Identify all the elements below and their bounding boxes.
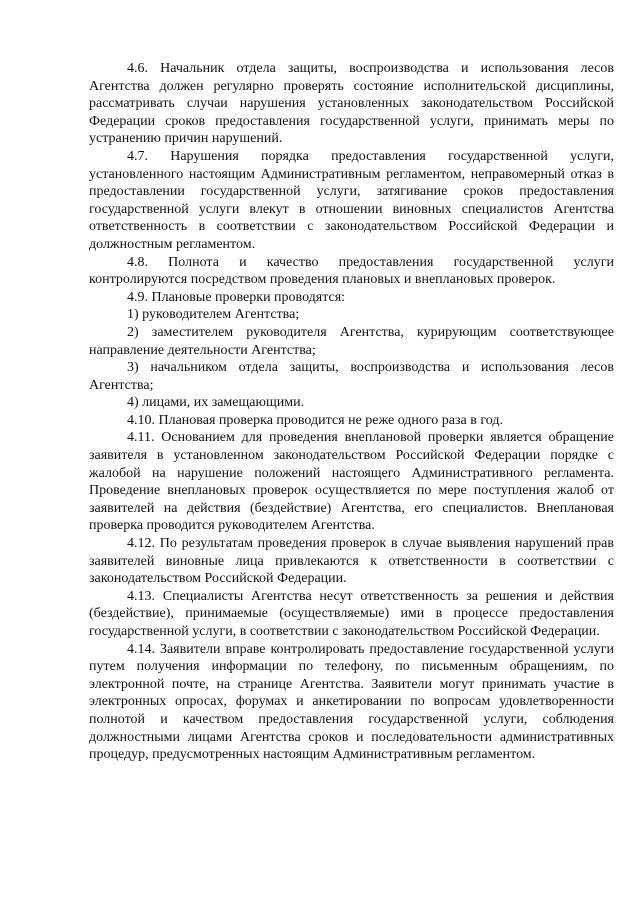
list-item-2: 2) заместителем руководителя Агентства, курирующим соответствующее направление деятельности Агентства; [89,324,614,358]
paragraph-4-7: 4.7. Нарушения порядка предоставления государственной услуги, установленного настоящим Административным регламентом, неправомерный отказ в предоставлении государственной услуги, затягивание сроков предоставления государственной услуги влекут в отношении виновных специалистов Агентства ответственность в соответствии с законодательством Российской Федерации и должностным регламентом. [89,148,614,252]
paragraph-4-6: 4.6. Начальник отдела защиты, воспроизводства и использования лесов Агентства должен регулярно проверять состояние исполнительской дисциплины, рассматривать случаи нарушения установленных законодательством Российской Федерации сроков предоставления государственной услуги, принимать меры по устранению причин нарушений. [89,61,614,147]
list-item-3: 3) начальником отдела защиты, воспроизводства и использования лесов Агентства; [89,360,614,393]
paragraph-4-13: 4.13. Специалисты Агентства несут ответственность за решения и действия (бездействие), принимаемые (осуществляемые) ими в процессе предоставления государственной услуги, в соответствии с законодательством Российской Федерации. [89,588,614,639]
document-page [89,60,614,764]
list-item-4: 4) лицами, их замещающими. [127,395,305,411]
list-item-1: 1) руководителем Агентства; [127,307,300,323]
paragraph-4-12: 4.12. По результатам проведения проверок в случае выявления нарушений прав заявителей виновные лица привлекаются к ответственности в соответствии с законодательством Российской Федерации. [89,536,614,587]
paragraph-4-14: 4.14. Заявители вправе контролировать предоставление государственной услуги путем получения информации по телефону, по письменным обращениям, по электронной почте, на странице Агентства. Заявители могут принимать участие в электронных опросах, форумах и анкетировании по вопросам удовлетворенности полнотой и качеством предоставления государственной услуги, соблюдения должностными лицами Агентства сроков и последовательности административных процедур, предусмотренных настоящим Административным регламентом. [89,641,614,763]
paragraph-4-8: 4.8. Полнота и качество предоставления государственной услуги контролируются посредством проведения плановых и внеплановых проверок. [89,254,614,288]
paragraph-4-10: 4.10. Плановая проверка проводится не реже одного раза в год. [127,412,503,428]
paragraph-4-11: 4.11. Основанием для проведения внеплановой проверки является обращение заявителя в установленном законодательством Российской Федерации порядке с жалобой на нарушение положений настоящего Административного регламента. Проведение внеплановых проверок осуществляется по мере поступления жалоб от заявителей на действия (бездействие) Агентства, его специалистов. Внеплановая проверка проводится руководителем Агентства. [89,430,614,534]
paragraph-4-9: 4.9. Плановые проверки проводятся: [127,289,346,305]
